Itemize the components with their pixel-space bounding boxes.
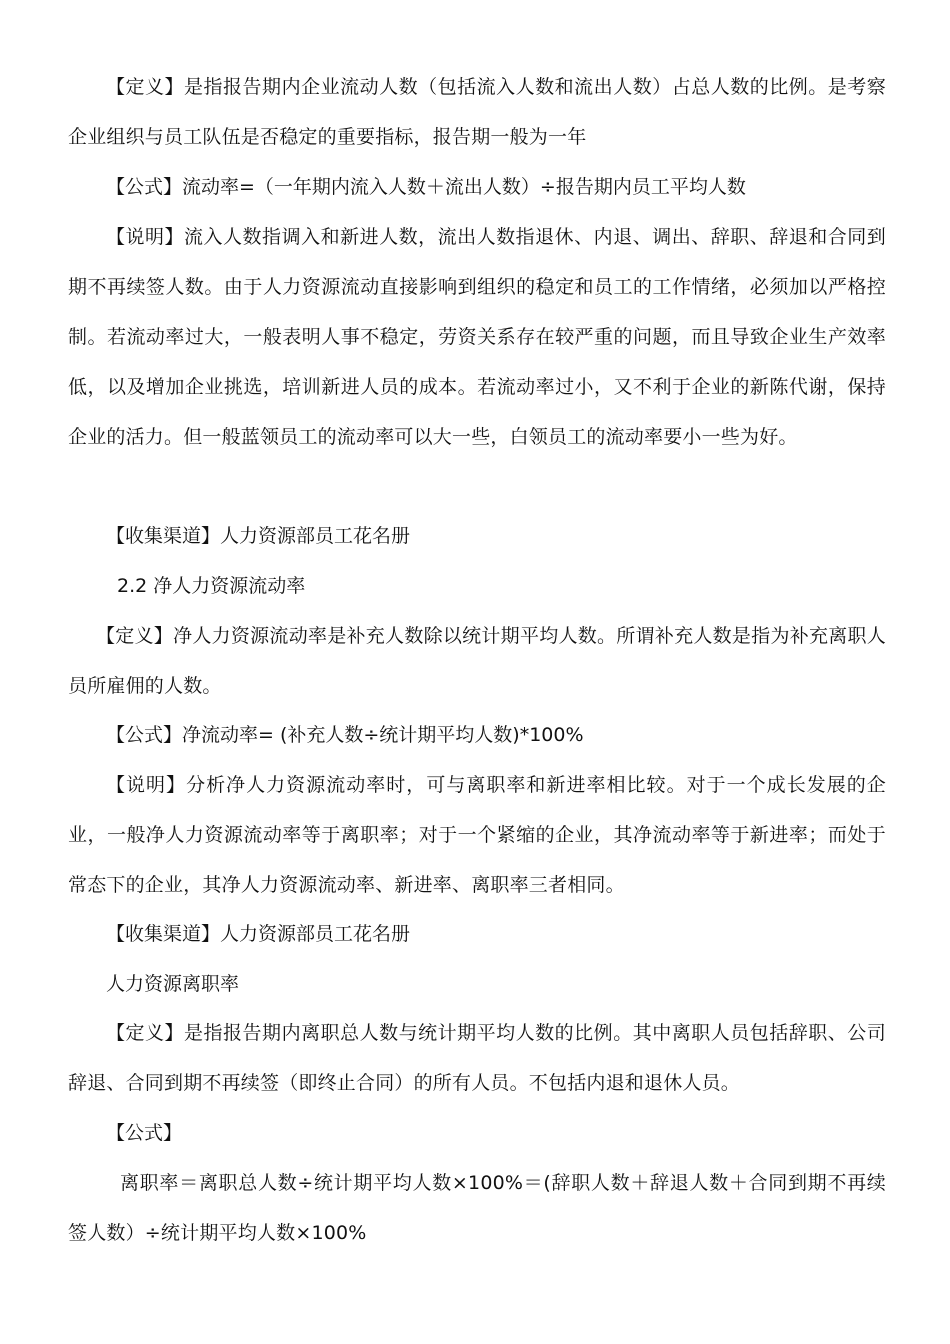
- definition-attrition-rate: 【定义】是指报告期内离职总人数与统计期平均人数的比例。其中离职人员包括辞职、公司辞退、合同到期不再续签（即终止合同）的所有人员。不包括内退和退休人员。: [68, 1022, 886, 1094]
- collection-channel-1: 【收集渠道】人力资源部员工花名册: [106, 525, 411, 547]
- section-heading-attrition-rate: 人力资源离职率: [106, 973, 240, 995]
- definition-net-turnover: 【定义】净人力资源流动率是补充人数除以统计期平均人数。所谓补充人数是指为补充离职人员所雇佣的人数。: [68, 625, 886, 697]
- definition-turnover-rate: 【定义】是指报告期内企业流动人数（包括流入人数和流出人数）占总人数的比例。是考察企业组织与员工队伍是否稳定的重要指标，报告期一般为一年: [68, 76, 886, 148]
- collection-channel-2: 【收集渠道】人力资源部员工花名册: [106, 923, 411, 945]
- formula-turnover-rate: 【公式】流动率=（一年期内流入人数＋流出人数）÷报告期内员工平均人数: [106, 176, 746, 198]
- formula-attrition-rate: 离职率＝离职总人数÷统计期平均人数×100%＝(辞职人数＋辞退人数＋合同到期不再续签人数）÷统计期平均人数×100%: [68, 1172, 886, 1244]
- formula-label-attrition: 【公式】: [106, 1122, 183, 1144]
- section-heading-net-turnover: 2.2 净人力资源流动率: [117, 575, 306, 597]
- explanation-turnover-rate: 【说明】流入人数指调入和新进人数，流出人数指退休、内退、调出、辞职、辞退和合同到期不再续签人数。由于人力资源流动直接影响到组织的稳定和员工的工作情绪，必须加以严格控制。若流动率过大，一般表明人事不稳定，劳资关系存在较严重的问题，而且导致企业生产效率低，以及增加企业挑选，培训新进人员的成本。若流动率过小，又不利于企业的新陈代谢，保持企业的活力。但一般蓝领员工的流动率可以大一些，白领员工的流动率要小一些为好。: [68, 226, 886, 448]
- explanation-net-turnover: 【说明】分析净人力资源流动率时，可与离职率和新进率相比较。对于一个成长发展的企业，一般净人力资源流动率等于离职率；对于一个紧缩的企业，其净流动率等于新进率；而处于常态下的企业，其净人力资源流动率、新进率、离职率三者相同。: [68, 774, 886, 896]
- formula-net-turnover: 【公式】净流动率= (补充人数÷统计期平均人数)*100%: [106, 724, 584, 746]
